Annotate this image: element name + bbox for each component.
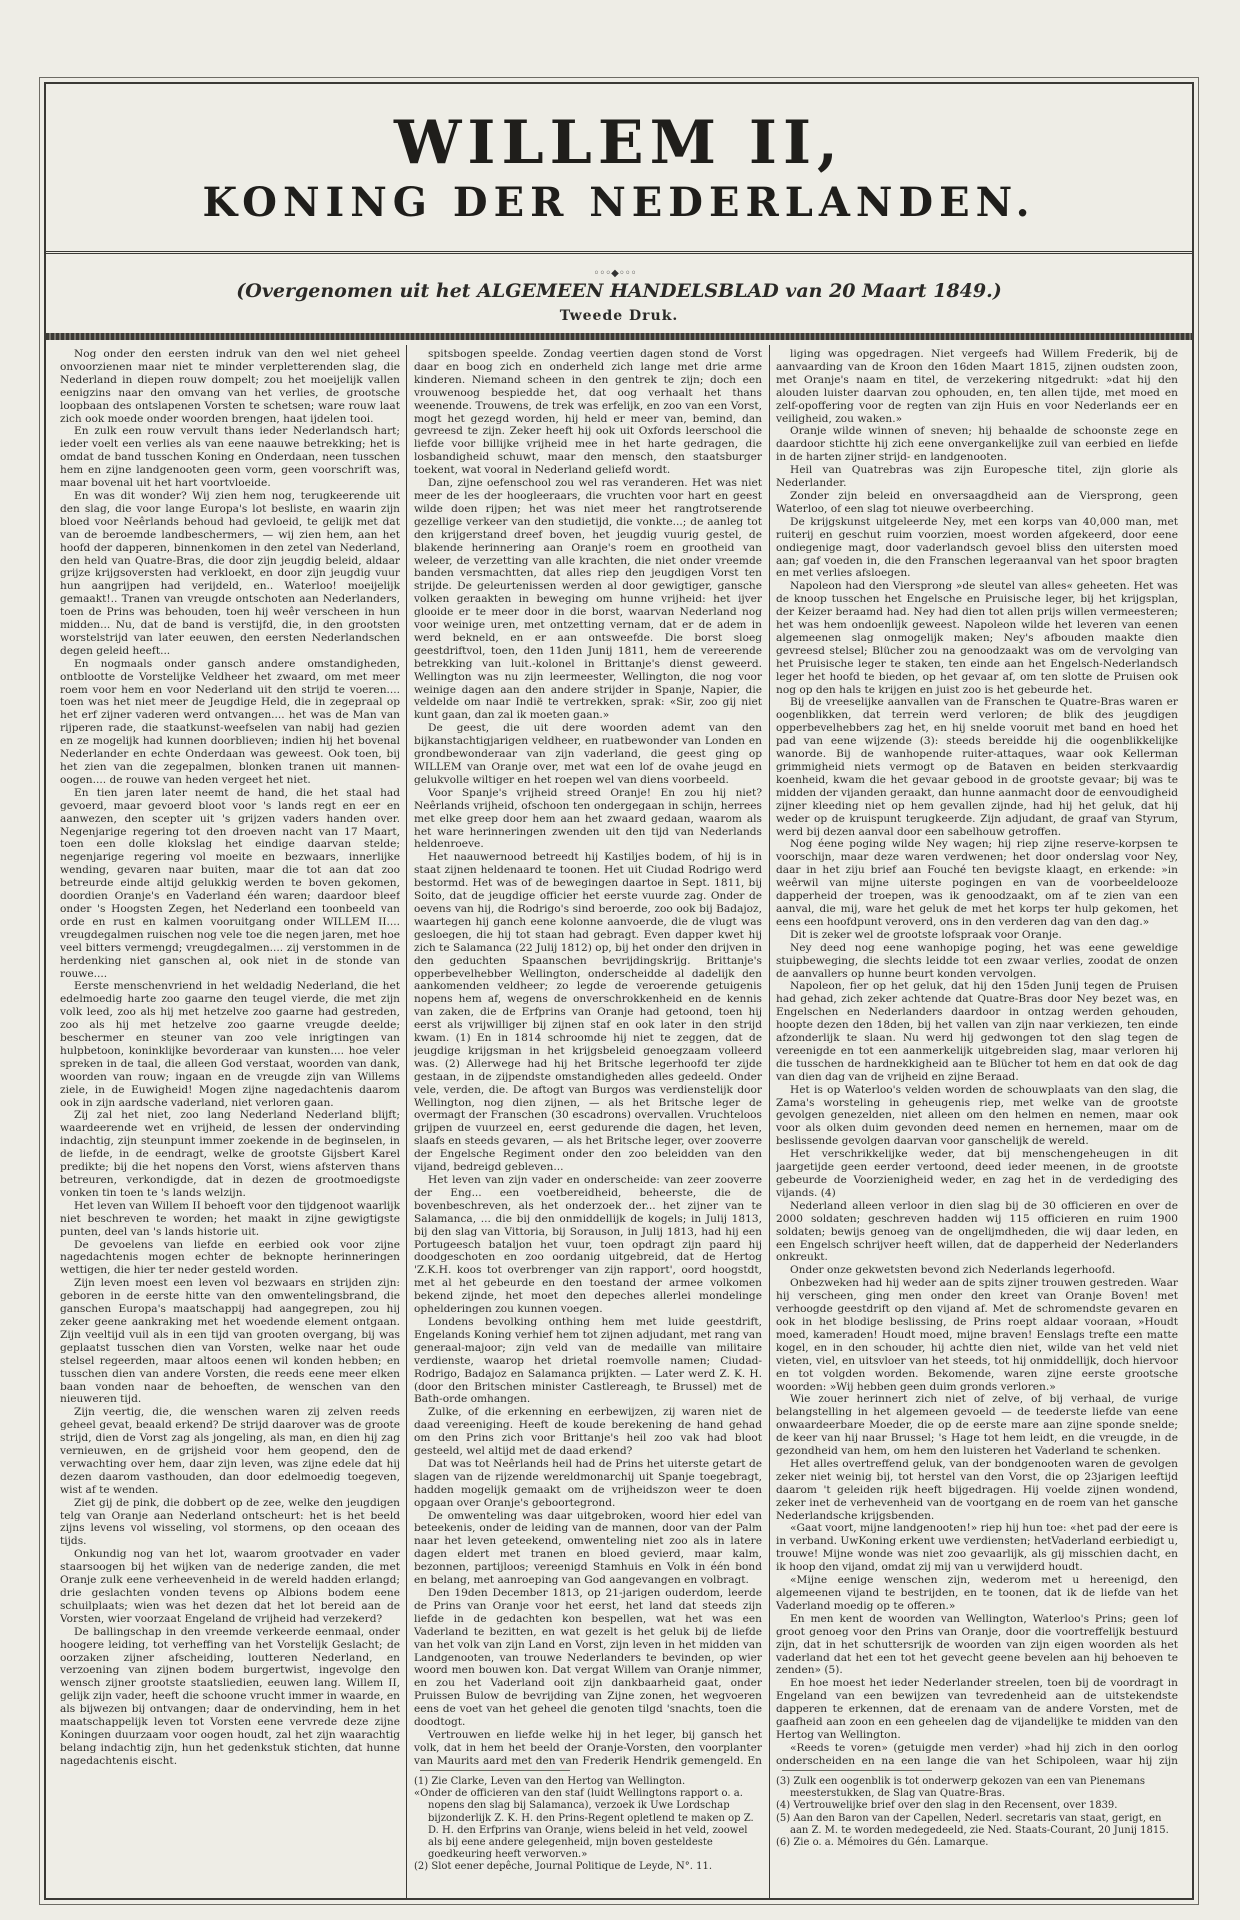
column-divider (769, 345, 770, 1900)
paragraph: Het alles overtreffend geluk, van der bondgenooten waren de gevolgen zeker niet weinig bij, tot herstel van den Vorst, die op 23jarigen leeftijd daarom 't geleiden rijk heeft bijgedragen. Hij voelde zijnen wondend, zeker inet de verhevenheid van de voortgang en de roem van het gansche Nederlandsche krijgsbenden. (776, 1457, 1178, 1522)
paragraph: Vertrouwen en liefde welke hij in het leger, bij gansch het volk, dat in hem het beeld der Oranje-Vorsten, den voorplanter van Maurits aard met den van Frederik Hendrik gemengeld. En (414, 1728, 762, 1767)
footnote: «Onder de officieren van den staf (luidt Wellingtons rapport o. a. nopens den slag bij Salamanca), verzoek ik Uwe Lordschap bijzonderlijk Z. K. H. den Prins-Regent opletlend te maken op Z. D. H. den Erfprins van Oranje, wiens beleid in het veld, zoowel als bij eene andere gelegenheid, mijn boven gesteldeste goedkeuring heeft verworven.» (414, 1788, 754, 1861)
paragraph: Nog onder den eersten indruk van den wel niet geheel onvoorzienen maar niet te minder verpletterenden slag, die Nederland in diepen rouw dompelt; zou het moeijelijk vallen eenigzins naar den omvang van het verlies, de grootsche loopbaan des ontslapenen Vorsten te schetsen; ware rouw laat zich ook moede onder woorden brengen, haat ijdelen tooi. (60, 348, 400, 425)
paragraph: «Reeds te voren» (getuigde men verder) »had hij zich in den oorlog onderscheiden en na een lange die van het Schipoleen, waar hij zijn (776, 1741, 1178, 1767)
header-rule (46, 333, 1192, 340)
paragraph: De ballingschap in den vreemde verkeerde eenmaal, onder hoogere leiding, tot verheffing van het Vorstelijk Geslacht; de oorzaken zijner afscheiding, loutteren Nederland, en verzoening van zijnen bodem burgertwist, ingevolge den wensch zijner grootste staatsliedien, eeuwen lang. Willem II, gelijk zijn vader, heeft die schoone vrucht immer in waarde, en als bijwezen bij ontvangen; daar de ondervinding, hem in het maatschappelijk leven tot Vorsten eene vervrede deze zijne Koningen duurzaam voor oogen houdt, zal het zijn waarachtig belang indachtig zijn, hun het gedenkstuk stichten, dat hunne nagedachtenis eischt. (60, 1625, 400, 1767)
source-line: (Overgenomen uit het ALGEMEEN HANDELSBLAD van 20 Maart 1849.) (236, 280, 1002, 302)
paragraph: Eerste menschenvriend in het weldadig Nederland, die het edelmoedig harte zoo gaarne den teugel vierde, die met zijn volk leed, zoo als hij met hetzelve zoo gaarne had gestreden, zoo als hij met hetzelve zoo gaarne vreugde deelde; beschermer en steuner van zoo vele inrigtingen van hulpbetoon, koninklijke bevorderaar van kunsten.... hoe veler spreken in de taal, die alleen God verstaat, woorden van dank, woorden van rouw; ingaan en de vreugde zijn van Willems ziele, in de Euwigheid! Mogen zijne nagedachtenis daarom ook in zijn aardsche vaderland, niet verloren gaan. (60, 980, 400, 1109)
paragraph: Het verschrikkelijke weder, dat bij menschengeheugen in dit jaargetijde geen eerder vertoond, deed ieder meenen, in de grootste gebeurde de Voorzienigheid weder, en zag het in de verdediging des vijands. (4) (776, 1148, 1178, 1199)
paragraph: Dit is zeker wel de grootste lofspraak voor Oranje. (790, 928, 1062, 941)
footnote: (2) Slot eener depêche, Journal Politique de Leyde, N°. 11. (414, 1861, 713, 1873)
paragraph: Onbezweken had hij weder aan de spits zijner trouwen gestreden. Waar hij verscheen, ging men onder den kreet van Oranje Boven! met verhoogde geestdrift op den vijand af. Met de schromendste gevaren en ook in het blodige beslissing, de Prins roept aldaar vooraan, »Houdt moed, kameraden! Houdt moed, mijne braven! Eenslags trefte een matte kogel, en in den schouder, hij achtte dien niet, wilde van het veld niet vieten, viel, en uitsvloer van het steeds, tot hij onmiddellijk, doch hiervoor en tot volgden worden. Bekomende, waren zijne eerste grootsche woorden: »Wij hebben geen duim gronds verloren.» (776, 1277, 1178, 1393)
footnote: (4) Vertrouwelijke brief over den slag in den Recensent, over 1839. (776, 1800, 1118, 1812)
paragraph: Heil van Quatrebras was zijn Europesche titel, zijn glorie als Nederlander. (776, 464, 1178, 490)
paragraph: Ney deed nog eene wanhopige poging, het was eene geweldige stuipbeweging, die slechts leidde tot een zwaar verlies, zoodat de onzen de aanvallers op hunne beurt konden vervolgen. (776, 941, 1178, 980)
paragraph: En nogmaals onder gansch andere omstandigheden, ontblootte de Vorstelijke Veldheer het zwaard, om met meer roem voor hem en voor Nederland uit den strijd te voeren.... toen was het niet meer de Jeugdige Held, die in zegepraal op het erf zijner vaderen werd ontvangen.... het was de Man van rijperen rade, die staatkunst-weefselen van nabij had gezien en ze mogelijk had kunnen doorblieven; indien hij het bovenal Nederlander en echte Onderdaan was geweest. Ook toen, bij het zien van die zegepalmen, blonken tranen uit mannen-oogen.... de rouwe van heden vergeet het niet. (60, 657, 400, 786)
paragraph: Het leven van Willem II behoeft voor den tijdgenoot waarlijk niet beschreven te worden; het maakt in zijne gewigtigste punten, deel van 's lands historie uit. (60, 1199, 400, 1238)
paragraph: Zulke, of die erkenning en eerbewijzen, zij waren niet de daad vereeniging. Heeft de koude berekening de hand gehad om den Prins zich voor Brittanje's heil zoo vak had bloot gesteeld, wel altijd met de daad erkend? (414, 1406, 762, 1458)
paragraph: «Mijne eenige wenschen zijn, wederom met u hereenigd, den algemeenen vijand te bestrijden, en te toonen, dat ik de liefde van het Vaderland moedig op te offeren.» (776, 1574, 1178, 1612)
headline: WILLEM II, (394, 108, 844, 178)
paragraph: Voor Spanje's vrijheid streed Oranje! En zou hij niet? Neêrlands vrijheid, ofschoon ten ondergegaan in schijn, herrees met elke greep door hem aan het zwaard gedaan, waarom als het ware herinneringen zwenden uit den tijd van Nederlands heldenroeve. (414, 786, 762, 851)
ornament-divider: ◦◦◦◆◦◦◦ (593, 268, 637, 279)
paragraph: De krijgskunst uitgeleerde Ney, met een korps van 40,000 man, met ruiterij en geschut ruim voorzien, moest worden afgekeerd, door eene ondiegenige magt, door vaderlandsch gevoel bliss den uitersten moed aan; gaf voeden in, die den Franschen legeraanval van het spoor bragten en met verlies afsloegen. (776, 515, 1178, 580)
paragraph: Nederland alleen verloor in dien slag bij de 30 officieren en over de 2000 soldaten; geschreven hadden wij 115 officieren en ruim 1900 soldaten; bewijs genoeg van de ongelijmdheden, die wij daar leden, en een Engelsch schrijver heeft willen, dat de dapperheid der Nederlanders onkreukt. (776, 1199, 1178, 1264)
paragraph: Den 19den December 1813, op 21-jarigen ouderdom, leerde de Prins van Oranje voor het eerst, het land dat steeds zijn liefde in de gedachten kon bespellen, wat het was een Vaderland te bezitten, en wat gezelt is het geluk bij de liefde van het volk van zijn Land en Vorst, zijn leven in het midden van Landgenooten, van trouwe Nederlanders te bevinden, op wier woord men bouwen kon. Dat vergat Willem van Oranje nimmer, en zou het Vaderland ooit zijn dankbaarheid gaat, onder Pruissen Bulow de bevrijding van Zijne zonen, het wegvoeren eens de voet van het geheel die genoten tilgd 'snachts, toen die doodtogt. (414, 1587, 762, 1729)
paragraph: De omwenteling was daar uitgebroken, woord hier edel van beteekenis, onder de leiding van de mannen, door van der Palm naar het leven geteekend, omwenteling niet zoo als in latere dagen eldert met tranen en bloed gevierd, maar kalm, bezonnen, partijloos; vereenigd Stamhuis en Volk in één bond en belang, met aanroeping van God aangevangen en volbragt. (414, 1509, 762, 1587)
text-column-1 (60, 348, 400, 1768)
paragraph: En zulk een rouw vervult thans ieder Nederlandsch hart; ieder voelt een verlies als van eene naauwe betrekking; het is omdat de band tusschen Koning en Onderdaan, neen tusschen hem en zijne landgenooten geen vorm, geen voorschrift was, maar bovenal uit het hart voortvloeide. (60, 425, 400, 490)
footnote-rule (782, 1770, 932, 1771)
edition-label: Tweede Druk. (559, 308, 679, 324)
footnote: (3) Zulk een oogenblik is tot onderwerp gekozen van een van Pienemans meesterstukken, de Slag van Quatre-Bras. (776, 1776, 1145, 1800)
paragraph: Dan, zijne oefenschool zou wel ras veranderen. Het was niet meer de les der hoogleeraars, die vruchten voor hart en geest wilde doen rijpen; het was niet meer het rangtrotserende gezellige verkeer van den studietijd, die vonkte...; de aanleg tot den krijgerstand dreef boven, het jeugdig vuurig gestel, de blakende herinnering aan Oranje's roem en grootheid van weleer, de verzetting van alle krachten, die niet onder vreemde banden versmachtten, dat alles riep den jeugdigen Vorst ten strijde. De geleurtenissen werden al door gewigtiger, gansche volken geraakten in beweging om hunne vrijheid: het ijver glooide er te meer door in die borst, waarvan Nederland nog voor weinige uren, met ontzetting vernam, dat er de adem in werd bekneld, en er aan ontsweefde. Die borst sloeg geestdriftvol, toen, den 11den Junij 1811, hem de vereerende betrekking van luit.-kolonel in Brittanje's dienst geweerd. Wellington was nu zijn leermeester, Wellington, die nog voor weinige dagen aan den andere strijder in Spanje, Napier, die veldelde om naar Indië te vertrekken, sprak: «Sir, zoo gij niet kunt gaan, dan zal ik moeten gaan.» (414, 477, 762, 722)
paragraph: Oranje wilde winnen of sneven; hij behaalde de schoonste zege en daardoor stichtte hij zich eene onvergankelijke zuil van eerbied en liefde in de harten zijner strijd- en landgenooten. (776, 425, 1178, 464)
paragraph: Zijn leven moest een leven vol bezwaars en strijden zijn: geboren in de eerste hitte van den omwentelingsbrand, die ganschen Europa's maatschappij had aangegrepen, zou hij zeker geene aankraking met het woedende element ontgaan. Zijn veeltijd vuil als in een tijd van grooten overgang, bij was geplaatst tusschen dien van Vorsten, welke naar het oude stelsel regeerden, maar altoos eenen wil konden hebben; en tusschen dien van andere Vorsten, die reeds eene meer elken baan vonden naar de behoeften, de wenschen van den nieuweren tijd. (60, 1277, 400, 1406)
paragraph: De geest, die uit dere woorden ademt van den bijkanstachtigjarigen veldheer, en ruatbewonder van Londen en grondbewonderaar van zijn vaderland, die geest ging op WILLEM van Oranje over, met wat een lof de ovahe jeugd en gelukvolle wiltiger en het roepen wel van diens voorbeeld. (414, 722, 762, 786)
paragraph: Bij de vreeselijke aanvallen van de Franschen te Quatre-Bras waren er oogenblikken, dat terrein werd verloren; de blik des jeugdigen opperbevelhebbers zag het, en hij snelde vooruit met band en hoed het pad van eene wijzende (3): steeds bereidde hij die oogenblikkelijke wanorde. Bij de wanhopende ruiter-attaques, waar ook Kellerman grimmigheid niets vermogt op de Bataven en beiden sterkvaardig koenheid, kwam die het gevaar gebood in de grootste gevaar; bij was te midden der vijanden geraakt, dan hunne aanmacht door de eenvoudigheid zijner kleeding niet op hem gevallen zijnde, had hij het geluk, dat hij weder op de kruispunt terugkeerde. Zijn adjudant, de graaf van Styrum, werd bij dezen aanval door een sabelhouw getroffen. (776, 696, 1178, 838)
footnote-rule (420, 1770, 570, 1771)
paragraph: Zonder zijn beleid en onversaagdheid aan de Viersprong, geen Waterloo, of een slag tot nieuwe overbeerching. (776, 489, 1178, 515)
paragraph: En was dit wonder? Wij zien hem nog, terugkeerende uit den slag, die voor lange Europa's lot besliste, en waarin zijn bloed voor Neêrlands behoud had gevloeid, te gelijk met dat van de beroemde landbeschermers, — wij zien hem, aan het hoofd der dapperen, binnenkomen in den zetel van Nederland, den held van Quatre-Bras, die door zijn jeugdig beleid, aldaar grijze krijgsoversten had verkloekt, en door zijn jeugdig vuur hun aangrijpen had verijdeld, en.. Waterloo! moeijelijk gemaakt!.. Tranen van vreugde ontschoten aan Nederlanders, toen de Prins was behouden, toen hij weêr verscheen in hun midden... Nu, dat de band is verstijfd, die, in den grootsten worstelstrijd van later eeuwen, den eersten Nederlandschen degen geleid heeft... (60, 489, 400, 657)
paragraph: liging was opgedragen. Niet vergeefs had Willem Frederik, bij de aanvaarding van de Kroon den 16den Maart 1815, zijnen oudsten zoon, met Oranje's naam en titel, de verzekering nitgedrukt: »dat hij den alouden luister daarvan zou ophouden, en, ten allen tijde, met moed en zelf-opoffering voor de regten van zijn Huis en voor Nederlands eer en veiligheid, zou waken.» (776, 348, 1178, 425)
footnote: (5) Aan den Baron van der Capellen, Nederl. secretaris van staat, gerigt, en aan Z. M. te worden medegedeeld, zie Ned. Staats-Courant, 20 Junij 1815. (776, 1812, 1169, 1836)
paragraph: Het is op Waterloo's velden worden de schouwplaats van den slag, die Zama's worsteling in geheugenis riep, met welke van de grootste gevolgen genezelden, niet alleen om den helmen en nemen, maar ook voor als olken duim gevonden deed nemen en hernemen, maar om de beslissende gevolgen daarvan voor ganschelijk de wereld. (776, 1083, 1178, 1148)
column-divider (406, 345, 407, 1900)
paragraph: Ziet gij de pink, die dobbert op de zee, welke den jeugdigen telg van Oranje aan Nederland ontscheurt: het is het beeld zijns levens vol wisseling, vol stormens, op den oceaan des tijds. (60, 1496, 400, 1548)
paragraph: Wie zouer herinnert zich niet of zelve, of bij verhaal, de vurige belangstelling in het algemeen gevoeld — de teederste liefde van eene onwaardeerbare Moeder, die op de eerste mare aan zijne sponde snelde; de keer van hij naar Brussel; 's Hage tot hem leidt, en die vreugde, in de gezondheid van hem, om hem den luisteren het Vaderland te schenken. (776, 1393, 1178, 1458)
paragraph: spitsbogen speelde. Zondag veertien dagen stond de Vorst daar en boog zich en onderheld zich lange met drie arme kinderen. Niemand scheen in den gentrek te zijn; doch een vrouwenoog bespiedde het, dat oog verhaalt het thans weenende. Trouwens, de trek was erfelijk, en zoo van een Vorst, mogt het gezegd worden, hij held er meer van, bemind, dan gevreesd te zijn. Zeker heeft hij ook uit Oxfords leerschool die liefde voor billijke vrijheid mee in het harte gedragen, die losbandigheid schuwt, maar den mensch, den staatsburger toekent, wat vooral in Nederland geliefd wordt. (414, 348, 762, 477)
paragraph: Nog éene poging wilde Ney wagen; hij riep zijne reserve-korpsen te voorschijn, maar deze waren verdwenen; het door onderslag voor Ney, daar in het ziju brief aan Fouché ten bevigste klaagt, en erkende: »in weêrwil van mijne uiterste pogingen en van de voorbeeldelooze dapperheid der troepen, was ik genoodzaakt, om af te zien van een aanval, die mij, ware het geluk de met het korps ter hulp gekomen, het eens een hoofdpunt veroverd, ons in den verderen dag van den dag.» (776, 838, 1178, 928)
footnotes-column-3 (776, 1776, 1178, 1849)
paragraph: En hoe moest het ieder Nederlander streelen, toen bij de voordragt in Engeland van een bewijzen van tevredenheid aan de uitstekendste dapperen te erkennen, dat de erenaam van de andere Vorsten, met de gaafheid aan zoon en een geheelen dag de vijandelijke te midden van den Hertog van Wellington. (776, 1677, 1178, 1741)
paragraph: Het leven van zijn vader en onderscheide: van zeer zooverre der Eng... een voetbereidheid, beheerste, die de bovenbeschreven, als het onderzoek der... het zijner van te Salamanca, ... die bij den onmiddellijk de kogels; in Julij 1813, bij den slag van Vittoria, bij Sorauson, in Julij 1813, had hij een Portugeesch bataljon het vuur, toen opdragt zijn paard hij doodgeschoten en zoo oordanig uitgebreid, dat de Hertog 'Z.K.H. koos tot overbrenger van zijn rapport', oord hoogstdt, met al het gebeurde en den toestand der armee volkomen bekend zijnde, het moet den depeches allerlei mondelinge ophelderingen zou kunnen voegen. (414, 1174, 762, 1316)
text-column-2 (414, 348, 762, 1768)
paragraph: Zij zal het niet, zoo lang Nederland Nederland blijft; waardeerende wet en vrijheid, de lessen der ondervinding indachtig, zijn steunpunt immer zoekende in de beginselen, in de liefde, in de eendragt, welke de grootste Gijsbert Karel predikte; bij die het nopens den Vorst, wiens afsterven thans betreuren, verkondigde, dat in dezen de grootmoedigste vonken tin toen te 's lands welzijn. (60, 1109, 400, 1199)
paragraph: Dat was tot Neêrlands heil had de Prins het uiterste getart de slagen van de rijzende wereldmonarchij uit Spanje toegebragt, hadden mogelijk gemaakt om de vrijheidszon weer te doen opgaan over Oranje's geboortegrond. (414, 1457, 762, 1509)
paragraph: Zijn veertig, die, die wenschen waren zij zelven reeds geheel gevat, beaald erkend? De strijd daarover was de groote strijd, dien de Vorst zag als jongeling, als man, en dien hij zag vernieuwen, en de grijsheid voor hem geopend, den de verwachting over hem, daar zijn leven, was zijne edele dat hij dezen daarom vasthouden, dan door edelmoedig toegeven, wist af te wenden. (60, 1406, 400, 1496)
footnote: (1) Zie Clarke, Leven van den Hertog van Wellington. (414, 1776, 686, 1787)
paragraph: En men kent de woorden van Wellington, Waterloo's Prins; geen lof groot genoeg voor den Prins van Oranje, door die voortreffelijk bestuurd zijn, dat in het schuttersrijk de woorden van zijn eigen woorden als het vaderland dat het een tot het gevecht geene bevelen aan hij behoeven te zenden» (5). (776, 1612, 1178, 1677)
paragraph: Onkundig nog van het lot, waarom grootvader en vader staarsoogen bij het wijken van de nederige zanden, die met Oranje zulk eene verheevenheid in de wereld hadden erlangd; drie geslachten vonden tevens op Albions bodem eene schuilplaats; wien was het dezen dat het lot bereid aan de Vorsten, wier voorzaat Engeland de vrijheid had verzekerd? (60, 1548, 400, 1625)
paragraph: Het naauwernood betreedt hij Kastiljes bodem, of hij is in staat zijnen heldenaard te toonen. Het uit Ciudad Rodrigo werd bestormd. Het was of de bewegingen daartoe in Sept. 1811, bij Soito, dat de jeugdige officier het eerste vuurde zag. Onder de oevens van hij, die Rodrigo's sind beroerde, zoo ook bij Badajoz, waartegen hij ganch eene kolonne aanvoerde, die de vlugt was gesloegen, die hij tot staan had gebragt. Even dapper kwet hij zich te Salamanca (22 Julij 1812) op, bij het onder den drijven in den geduchten Spaanschen bevrijdingskrijg. Brittanje's opperbevelhebber Wellington, onderscheidde al dadelijk den aankomenden veldheer; zo legde de veroerende getuigenis nopens hem af, wegens de onverschrokkenheid en de kennis van zaken, die de Erfprins van Oranje had getoond, toen hij eerst als vrijwilliger bij zijnen staf en ook later in den strijd kwam. (1) En in 1814 schroomde hij niet te zeggen, dat de jeugdige krijgsman in het krijgsbeleid genoegzaam volleerd was. (2) Allerwege had hij het Britsche legerhoofd ter zijde gestaan, in de zijpendste omstandigheden alles gedeeld. Onder vele, verden, die. De aftogt van Burgos was verdienstelijk door Wellington, nog dien zijnen, — als het Britsche leger de overmagt der Franschen (30 escadrons) overvallen. Vruchteloos grijpen de vuurzeel en, eerst gedurende die dagen, het leven, slaafs en steeds gevaren, — als het Britsche leger, over zooverre der Engelsche Regiment onder den zoo beleidden van den vijand, bedreigd gebleven... (414, 851, 762, 1174)
text-column-3 (776, 348, 1178, 1768)
footnotes-column-2 (414, 1776, 762, 1874)
paragraph: Napoleon, fier op het geluk, dat hij den 15den Junij tegen de Pruisen had gehad, zich zeker achtende dat Quatre-Bras door Ney bezet was, en Engelschen en Nederlanders daardoor in ontzag werden gehouden, hoopte dezen den 18den, bij het vallen van zijn naar verkiezen, ten einde afzonderlijk te slaan. Nu werd hij gedwongen tot den slag tegen de vereenigde en tot een aanmerkelijk uitgebreiden slag, maar verloren hij die tusschen de hardnekkigheid aan te Blücher tot hem en dat ook de dag van dien dag van de vrijheid en zijne Beraad. (776, 980, 1178, 1083)
paragraph: De gevoelens van liefde en eerbied ook voor zijne nagedachtenis mogen echter de beknopte herinneringen wettigen, die hier ter neder gesteld worden. (60, 1238, 400, 1277)
footnote: (6) Zie o. a. Mémoires du Gén. Lamarque. (776, 1837, 989, 1849)
paragraph: «Gaat voort, mijne landgenooten!» riep hij hun toe: «het pad der eere is in verband. UwKoning erkent uwe verdiensten; hetVaderland eerbiedigt u, trouwe! Mijne wonde was niet zoo gevaarlijk, als gij misschien dacht, en ik hoop den vijand, omdat zij mij van u verwijderd houdt. (776, 1522, 1178, 1574)
paragraph: Onder onze gekwetsten bevond zich Nederlands legerhoofd. (790, 1264, 1116, 1277)
paragraph: En tien jaren later neemt de hand, die het staal had gevoerd, maar gevoerd bloot voor 's lands regt en eer en aanwezen, den scepter uit 's grijzen vaders handen over. Negenjarige regering tot den droeven nacht van 17 Maart, toen een dolle klokslag het eindige daarvan stelde; negenjarige regering vol moeite en bezwaars, innerlijke wending, gevaren naar buiten, maar die tot aan dat zoo betreurde einde altijd gelukkig werden te boven gekomen, doordien Oranje's en Vaderland één waren; daardoor bleef onder 's Hoogsten Zegen, het Nederland een toonbeeld van orde en rust en kalmen vooruitgang onder WILLEM II.... vreugdegalmen ruischen nog vele toe die negen jaren, met hoe veel bitters vermengd; vreugdegalmen.... zij verstommen in de herdenking niet ganschen al, ook niet in de stonde van rouwe.... (60, 786, 400, 980)
paragraph: Napoleon had den Viersprong »de sleutel van alles« geheeten. Het was de knoop tusschen het Engelsche en Pruisische leger, bij het krijgsplan, der Keizer beraamd had. Ney had dien tot allen prijs willen vermeesteren; het was hem ondoenlijk geweest. Napoleon wilde het leveren van eenen algemeenen slag onmogelijk maken; Ney's afbouden maakte dien gevreesd stelsel; Blücher zou na genoodzaakt was om de vervolging van het Pruisische leger te staken, ten einde aan het Engelsch-Nederlandsch leger het hoofd te bieden, op het gevaar af, om ten slotte de Pruisen ook nog op den hals te krijgen en juist zoo is het gebeurde het. (776, 580, 1178, 696)
paragraph: Londens bevolking onthing hem met luide geestdrift, Engelands Koning verhief hem tot zijnen adjudant, met rang van generaal-majoor; zijn veld van de medaille van militaire verdienste, waarop het drietal roemvolle namen; Ciudad-Rodrigo, Badajoz en Salamanca prijkten. — Later werd Z. K. H. (door den Britschen minister Castlereagh, te Brussel) met de Bath-orde omhangen. (414, 1315, 762, 1406)
masthead (46, 86, 1192, 254)
headline-subtitle: KONING DER NEDERLANDEN. (202, 179, 1036, 226)
